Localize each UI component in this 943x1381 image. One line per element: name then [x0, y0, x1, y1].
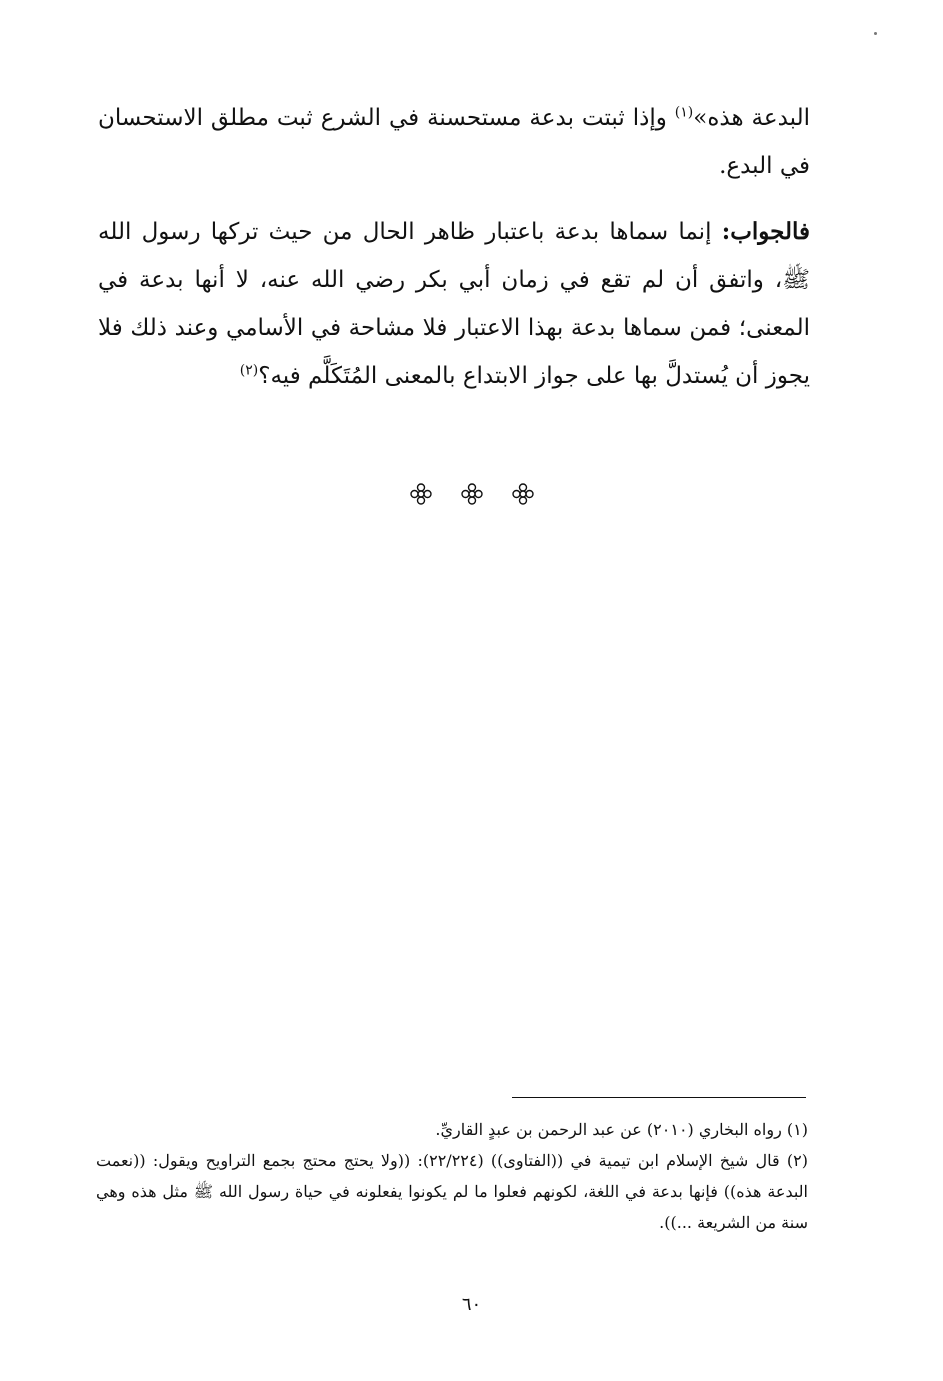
page-number: ٦٠ — [461, 1294, 482, 1315]
answer-label: فالجواب: — [721, 218, 810, 245]
footnote-ref-2[interactable]: (٢) — [239, 362, 259, 379]
paragraph-1-text-a: البدعة هذه» — [693, 105, 810, 131]
flower-icon — [511, 482, 535, 506]
paragraph-1 — [98, 94, 810, 190]
flower-icon — [409, 482, 433, 506]
footnote-separator — [512, 1097, 806, 1098]
paragraph-1-text-b: وإذا ثبتت بدعة مستحسنة في الشرع ثبت مطلق الاستحسان في البدع. — [98, 105, 810, 179]
footnote-2: (٢) قال شيخ الإسلام ابن تيمية في ((الفتاوى)) (٢٢/٢٢٤): ((ولا يحتج محتج بجمع التراويح ويقول: ((نعمت البدعة هذه)) فإنها بدعة في اللغة، لكونهم فعلوا ما لم يكونوا يفعلونه في حياة رسول الله ﷺ مثل هذه وهي سنة من الشريعة ...)). — [96, 1151, 809, 1232]
paragraph-2 — [98, 208, 810, 400]
flower-icon — [460, 482, 484, 506]
speck — [874, 32, 877, 35]
footnotes — [96, 1114, 808, 1238]
paragraph-2-text: إنما سماها بدعة باعتبار ظاهر الحال من حيث تركها رسول الله ﷺ، واتفق أن لم تقع في زمان أبي بكر رضي الله عنه، لا أنها بدعة في المعنى؛ فمن سماها بدعة بهذا الاعتبار فلا مشاحة في الأسامي وعند ذلك فلا يجوز أن يُستدلَّ بها على جواز الابتداع بالمعنى المُتَكَلَّم فيه؟ — [98, 219, 810, 389]
footnote-ref-1[interactable]: (١) — [674, 104, 694, 121]
footnote-1: (١) رواه البخاري (٢٠١٠) عن عبد الرحمن بن عبدٍ القاريِّ. — [435, 1120, 808, 1139]
main-text — [98, 94, 810, 400]
section-divider — [0, 482, 943, 512]
